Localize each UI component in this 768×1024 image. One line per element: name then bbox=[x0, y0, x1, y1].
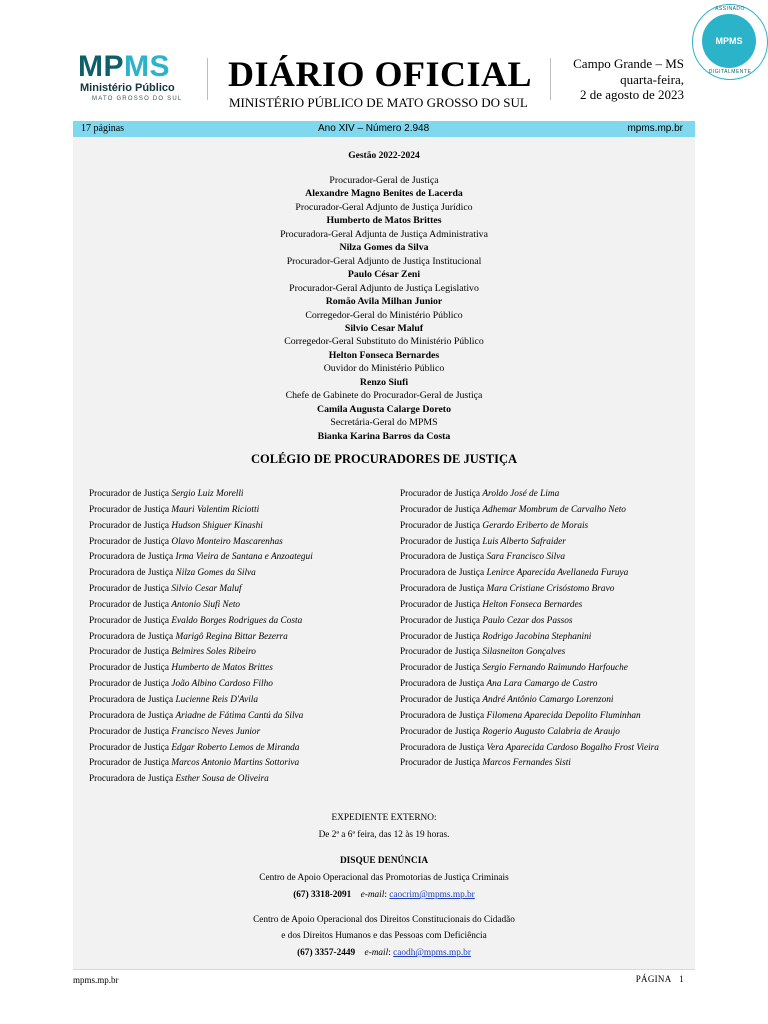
procurador-title: Procurador de Justiça bbox=[89, 726, 170, 737]
phone-criminal: (67) 3318-2091 bbox=[293, 890, 352, 900]
issue-number: Ano XIV – Número 2.948 bbox=[318, 123, 430, 134]
procurador-entry bbox=[89, 566, 313, 582]
officer-name: Silvio Cesar Maluf bbox=[344, 322, 424, 334]
officer-role: Corregedor-Geral Substituto do Ministério Público bbox=[284, 336, 484, 348]
procurador-entry bbox=[400, 582, 659, 598]
officer-role: Procurador-Geral Adjunto de Justiça Institucional bbox=[286, 255, 482, 267]
procurador-entry bbox=[89, 709, 313, 725]
procurador-entry bbox=[400, 725, 659, 741]
procurador-entry bbox=[89, 582, 313, 598]
procurador-entry bbox=[400, 693, 659, 709]
procurador-name: Rogerio Augusto Calabria de Araujo bbox=[482, 726, 620, 737]
procurador-name: Marcos Antonio Martins Sottoriva bbox=[171, 758, 300, 769]
officer-role: Procurador-Geral Adjunto de Justiça Legislativo bbox=[289, 282, 479, 294]
disque-title: DISQUE DENÚNCIA bbox=[339, 856, 429, 866]
logo-name: Ministério Público bbox=[80, 82, 175, 94]
procurador-title: Procuradora de Justiça bbox=[89, 631, 174, 642]
procurador-name: Sergio Luiz Morelli bbox=[171, 489, 244, 499]
procurador-title: Procurador de Justiça bbox=[400, 615, 481, 626]
procurador-entry bbox=[400, 630, 659, 646]
procurador-entry bbox=[89, 503, 313, 519]
procurador-title: Procurador de Justiça bbox=[400, 599, 481, 610]
contact-criminal: (67) 3318-2091 e-mail: caocrim@mpms.mp.br bbox=[293, 890, 475, 900]
procurador-entry bbox=[89, 645, 313, 661]
colegio-heading: COLÉGIO DE PROCURADORES DE JUSTIÇA bbox=[250, 452, 517, 466]
procurador-name: Hudson Shiguer Kinashi bbox=[171, 520, 263, 531]
procurador-name: Ariadne de Fátima Cantú da Silva bbox=[175, 710, 304, 721]
procurador-title: Procuradora de Justiça bbox=[89, 552, 174, 563]
procurador-entry bbox=[400, 741, 659, 757]
procurador-name: Lucienne Reis D'Avila bbox=[175, 694, 259, 705]
officers-list bbox=[73, 174, 695, 443]
procurador-entry bbox=[89, 598, 313, 614]
procurador-name: Paulo Cezar dos Passos bbox=[482, 615, 573, 626]
procurador-title: Procurador de Justiça bbox=[400, 536, 481, 547]
procurador-entry bbox=[89, 661, 313, 677]
procurador-title: Procuradora de Justiça bbox=[89, 694, 174, 705]
header-date-block bbox=[573, 56, 684, 103]
header-city: Campo Grande – MS bbox=[573, 56, 684, 71]
procurador-entry bbox=[89, 519, 313, 535]
procurador-title: Procurador de Justiça bbox=[400, 647, 481, 658]
procurador-name: Marigô Regina Bittar Bezerra bbox=[175, 631, 288, 642]
procurador-title: Procurador de Justiça bbox=[400, 726, 481, 737]
procurador-title: Procurador de Justiça bbox=[400, 694, 481, 705]
officer-role: Procurador-Geral de Justiça bbox=[329, 175, 439, 186]
stamp-top-text: ASSINADO bbox=[715, 6, 745, 12]
procurador-title: Procurador de Justiça bbox=[89, 536, 170, 547]
footer-page-number: 1 bbox=[679, 974, 684, 984]
procurador-title: Procurador de Justiça bbox=[89, 679, 170, 690]
procurador-entry bbox=[400, 614, 659, 630]
procurador-entry bbox=[400, 677, 659, 693]
procurador-name: Esther Sousa de Oliveira bbox=[175, 774, 269, 785]
procurador-title: Procurador de Justiça bbox=[89, 647, 170, 658]
procurador-title: Procurador de Justiça bbox=[89, 599, 170, 610]
procurador-name: Aroldo José de Lima bbox=[482, 489, 560, 499]
cao-human-rights-line1: Centro de Apoio Operacional dos Direitos Constitucionais do Cidadão bbox=[253, 915, 515, 925]
procurador-name: Antonio Siufi Neto bbox=[171, 599, 241, 610]
page-subtitle: MINISTÉRIO PÚBLICO DE MATO GROSSO DO SUL bbox=[229, 95, 528, 110]
cao-criminal: Centro de Apoio Operacional das Promotorias de Justiça Criminais bbox=[259, 873, 509, 883]
procurador-entry bbox=[89, 741, 313, 757]
cao-human-rights-line2: e dos Direitos Humanos e das Pessoas com Deficiência bbox=[281, 931, 487, 941]
procurador-title: Procuradora de Justiça bbox=[89, 568, 174, 579]
mpms-logo bbox=[78, 52, 183, 104]
procurador-title: Procuradora de Justiça bbox=[400, 584, 485, 595]
procurador-name: Olavo Monteiro Mascarenhas bbox=[171, 536, 283, 547]
procurador-name: Silasneiton Gonçalves bbox=[482, 647, 566, 658]
officer-role: Chefe de Gabinete do Procurador-Geral de Justiça bbox=[285, 390, 483, 402]
procurador-name: André Antônio Camargo Lorenzoni bbox=[482, 694, 614, 705]
procurador-title: Procurador de Justiça bbox=[89, 489, 170, 499]
procurador-title: Procuradora de Justiça bbox=[400, 742, 485, 753]
procurador-title: Procurador de Justiça bbox=[400, 758, 481, 769]
procurador-entry bbox=[400, 709, 659, 725]
procurador-title: Procurador de Justiça bbox=[89, 615, 170, 626]
expediente-hours: De 2ª a 6ª feira, das 12 às 19 horas. bbox=[318, 830, 450, 840]
procurador-entry bbox=[89, 630, 313, 646]
officer-name: Camila Augusta Calarge Doreto bbox=[317, 403, 451, 415]
logo-state: MATO GROSSO DO SUL bbox=[92, 96, 183, 102]
site-link[interactable]: mpms.mp.br bbox=[627, 123, 683, 134]
procurador-entry bbox=[400, 503, 659, 519]
digital-signature-stamp bbox=[692, 4, 768, 80]
email-link-human-rights[interactable]: caodh@mpms.mp.br bbox=[393, 948, 471, 958]
procurador-name: Marcos Fernandes Sisti bbox=[482, 758, 571, 769]
procurador-entry bbox=[89, 487, 313, 503]
procurador-name: Silvio Cesar Maluf bbox=[171, 584, 242, 595]
officer-name: Humberto de Matos Brittes bbox=[326, 215, 442, 227]
officer-name: Renzo Siufi bbox=[359, 376, 409, 388]
procurador-name: Belmires Soles Ribeiro bbox=[171, 647, 256, 658]
procurador-entry bbox=[89, 772, 313, 788]
procurador-title: Procurador de Justiça bbox=[400, 663, 481, 674]
procurador-title: Procuradora de Justiça bbox=[400, 710, 485, 721]
procurador-name: Mara Cristiane Crisóstomo Bravo bbox=[486, 584, 615, 595]
procurador-title: Procurador de Justiça bbox=[89, 742, 170, 753]
footer-page-label: PÁGINA bbox=[635, 974, 672, 984]
stamp-bottom-text: DIGITALMENTE bbox=[708, 69, 752, 75]
procurador-title: Procuradora de Justiça bbox=[89, 710, 174, 721]
officer-name: Bianka Karina Barros da Costa bbox=[317, 430, 451, 442]
officer-role: Secretária-Geral do MPMS bbox=[330, 417, 438, 429]
contact-human-rights: (67) 3357-2449 e-mail: caodh@mpms.mp.br bbox=[297, 948, 471, 958]
header-divider-right bbox=[550, 58, 551, 100]
procurador-entry bbox=[400, 550, 659, 566]
procurador-entry bbox=[89, 535, 313, 551]
procurador-title: Procurador de Justiça bbox=[89, 758, 170, 769]
procurador-name: Vera Aparecida Cardoso Bogalho Frost Vieira bbox=[486, 742, 659, 753]
procurador-name: Sergio Fernando Raimundo Harfouche bbox=[482, 663, 628, 674]
procurador-entry bbox=[89, 725, 313, 741]
officer-role: Corregedor-Geral do Ministério Público bbox=[305, 309, 463, 321]
procurador-entry bbox=[400, 661, 659, 677]
officer-name: Romão Avila Milhan Junior bbox=[325, 296, 443, 308]
email-link-criminal[interactable]: caocrim@mpms.mp.br bbox=[389, 890, 475, 900]
procurador-name: Irma Vieira de Santana e Anzoategui bbox=[175, 552, 313, 563]
procurador-name: Gerardo Eriberto de Morais bbox=[482, 520, 589, 531]
procurador-entry bbox=[400, 645, 659, 661]
procurador-entry bbox=[400, 566, 659, 582]
stamp-center-text: MPMS bbox=[702, 14, 756, 68]
procurador-entry bbox=[89, 677, 313, 693]
gestao-heading: Gestão 2022-2024 bbox=[348, 151, 420, 161]
procurador-name: Francisco Neves Junior bbox=[171, 726, 261, 737]
procurador-title: Procuradora de Justiça bbox=[400, 552, 485, 563]
colegio-list-right bbox=[400, 487, 659, 772]
procurador-name: Rodrigo Jacobina Stephanini bbox=[482, 631, 592, 642]
procurador-name: Luis Alberto Safraider bbox=[482, 536, 566, 547]
procurador-title: Procurador de Justiça bbox=[400, 520, 481, 531]
expediente-title: EXPEDIENTE EXTERNO: bbox=[331, 813, 437, 823]
procurador-entry bbox=[400, 756, 659, 772]
email-label-human-rights: e-mail bbox=[364, 948, 389, 958]
procurador-entry bbox=[400, 535, 659, 551]
procurador-entry bbox=[400, 519, 659, 535]
officer-role: Procurador-Geral Adjunto de Justiça Jurídico bbox=[295, 201, 473, 213]
procurador-name: Edgar Roberto Lemos de Miranda bbox=[171, 742, 300, 753]
procurador-name: João Albino Cardoso Filho bbox=[171, 679, 273, 690]
page-count: 17 páginas bbox=[81, 123, 125, 134]
procurador-entry bbox=[400, 598, 659, 614]
officer-role: Procuradora-Geral Adjunta de Justiça Administrativa bbox=[280, 228, 488, 240]
procurador-title: Procurador de Justiça bbox=[89, 504, 170, 515]
procurador-title: Procuradora de Justiça bbox=[400, 568, 485, 579]
header-date: 2 de agosto de 2023 bbox=[580, 87, 684, 102]
logo-wordmark: MPMS bbox=[78, 50, 170, 83]
procurador-title: Procurador de Justiça bbox=[89, 520, 170, 531]
procurador-title: Procurador de Justiça bbox=[400, 504, 481, 515]
officer-name: Nilza Gomes da Silva bbox=[339, 242, 429, 254]
officer-name: Paulo César Zeni bbox=[347, 269, 421, 281]
procurador-title: Procurador de Justiça bbox=[400, 631, 481, 642]
officer-name: Alexandre Magno Benites de Lacerda bbox=[305, 188, 463, 200]
header-weekday: quarta-feira, bbox=[620, 71, 684, 87]
procurador-entry bbox=[89, 693, 313, 709]
procurador-title: Procurador de Justiça bbox=[400, 489, 481, 499]
procurador-entry bbox=[400, 487, 659, 503]
procurador-name: Filomena Aparecida Depolito Fluminhan bbox=[486, 710, 641, 721]
procurador-name: Adhemar Mombrum de Carvalho Neto bbox=[482, 504, 626, 515]
header-divider-left bbox=[207, 58, 208, 100]
footer-site[interactable]: mpms.mp.br bbox=[73, 975, 119, 985]
procurador-name: Nilza Gomes da Silva bbox=[175, 568, 256, 579]
procurador-title: Procurador de Justiça bbox=[89, 584, 170, 595]
procurador-title: Procurador de Justiça bbox=[89, 663, 170, 674]
phone-human-rights: (67) 3357-2449 bbox=[297, 948, 356, 958]
procurador-name: Lenirce Aparecida Avellaneda Furuya bbox=[486, 568, 629, 579]
procurador-name: Humberto de Matos Brittes bbox=[171, 663, 273, 674]
procurador-name: Helton Fonseca Bernardes bbox=[482, 599, 583, 610]
email-label-criminal: e-mail bbox=[360, 890, 385, 900]
footer-page bbox=[636, 974, 684, 984]
procurador-name: Ana Lara Camargo de Castro bbox=[486, 679, 598, 690]
procurador-name: Sara Francisco Silva bbox=[486, 552, 565, 563]
procurador-entry bbox=[89, 550, 313, 566]
page-title: DIÁRIO OFICIAL bbox=[228, 54, 533, 94]
procurador-title: Procuradora de Justiça bbox=[89, 774, 174, 785]
colegio-list-left bbox=[89, 487, 313, 788]
issue-info-bar bbox=[73, 121, 695, 137]
officer-name: Helton Fonseca Bernardes bbox=[328, 349, 440, 361]
procurador-name: Evaldo Borges Rodrigues da Costa bbox=[171, 615, 303, 626]
procurador-title: Procuradora de Justiça bbox=[400, 679, 485, 690]
procurador-entry bbox=[89, 614, 313, 630]
footer-divider bbox=[73, 969, 695, 970]
officer-role: Ouvidor do Ministério Público bbox=[323, 363, 445, 375]
procurador-entry bbox=[89, 756, 313, 772]
procurador-name: Mauri Valentim Riciotti bbox=[171, 504, 260, 515]
